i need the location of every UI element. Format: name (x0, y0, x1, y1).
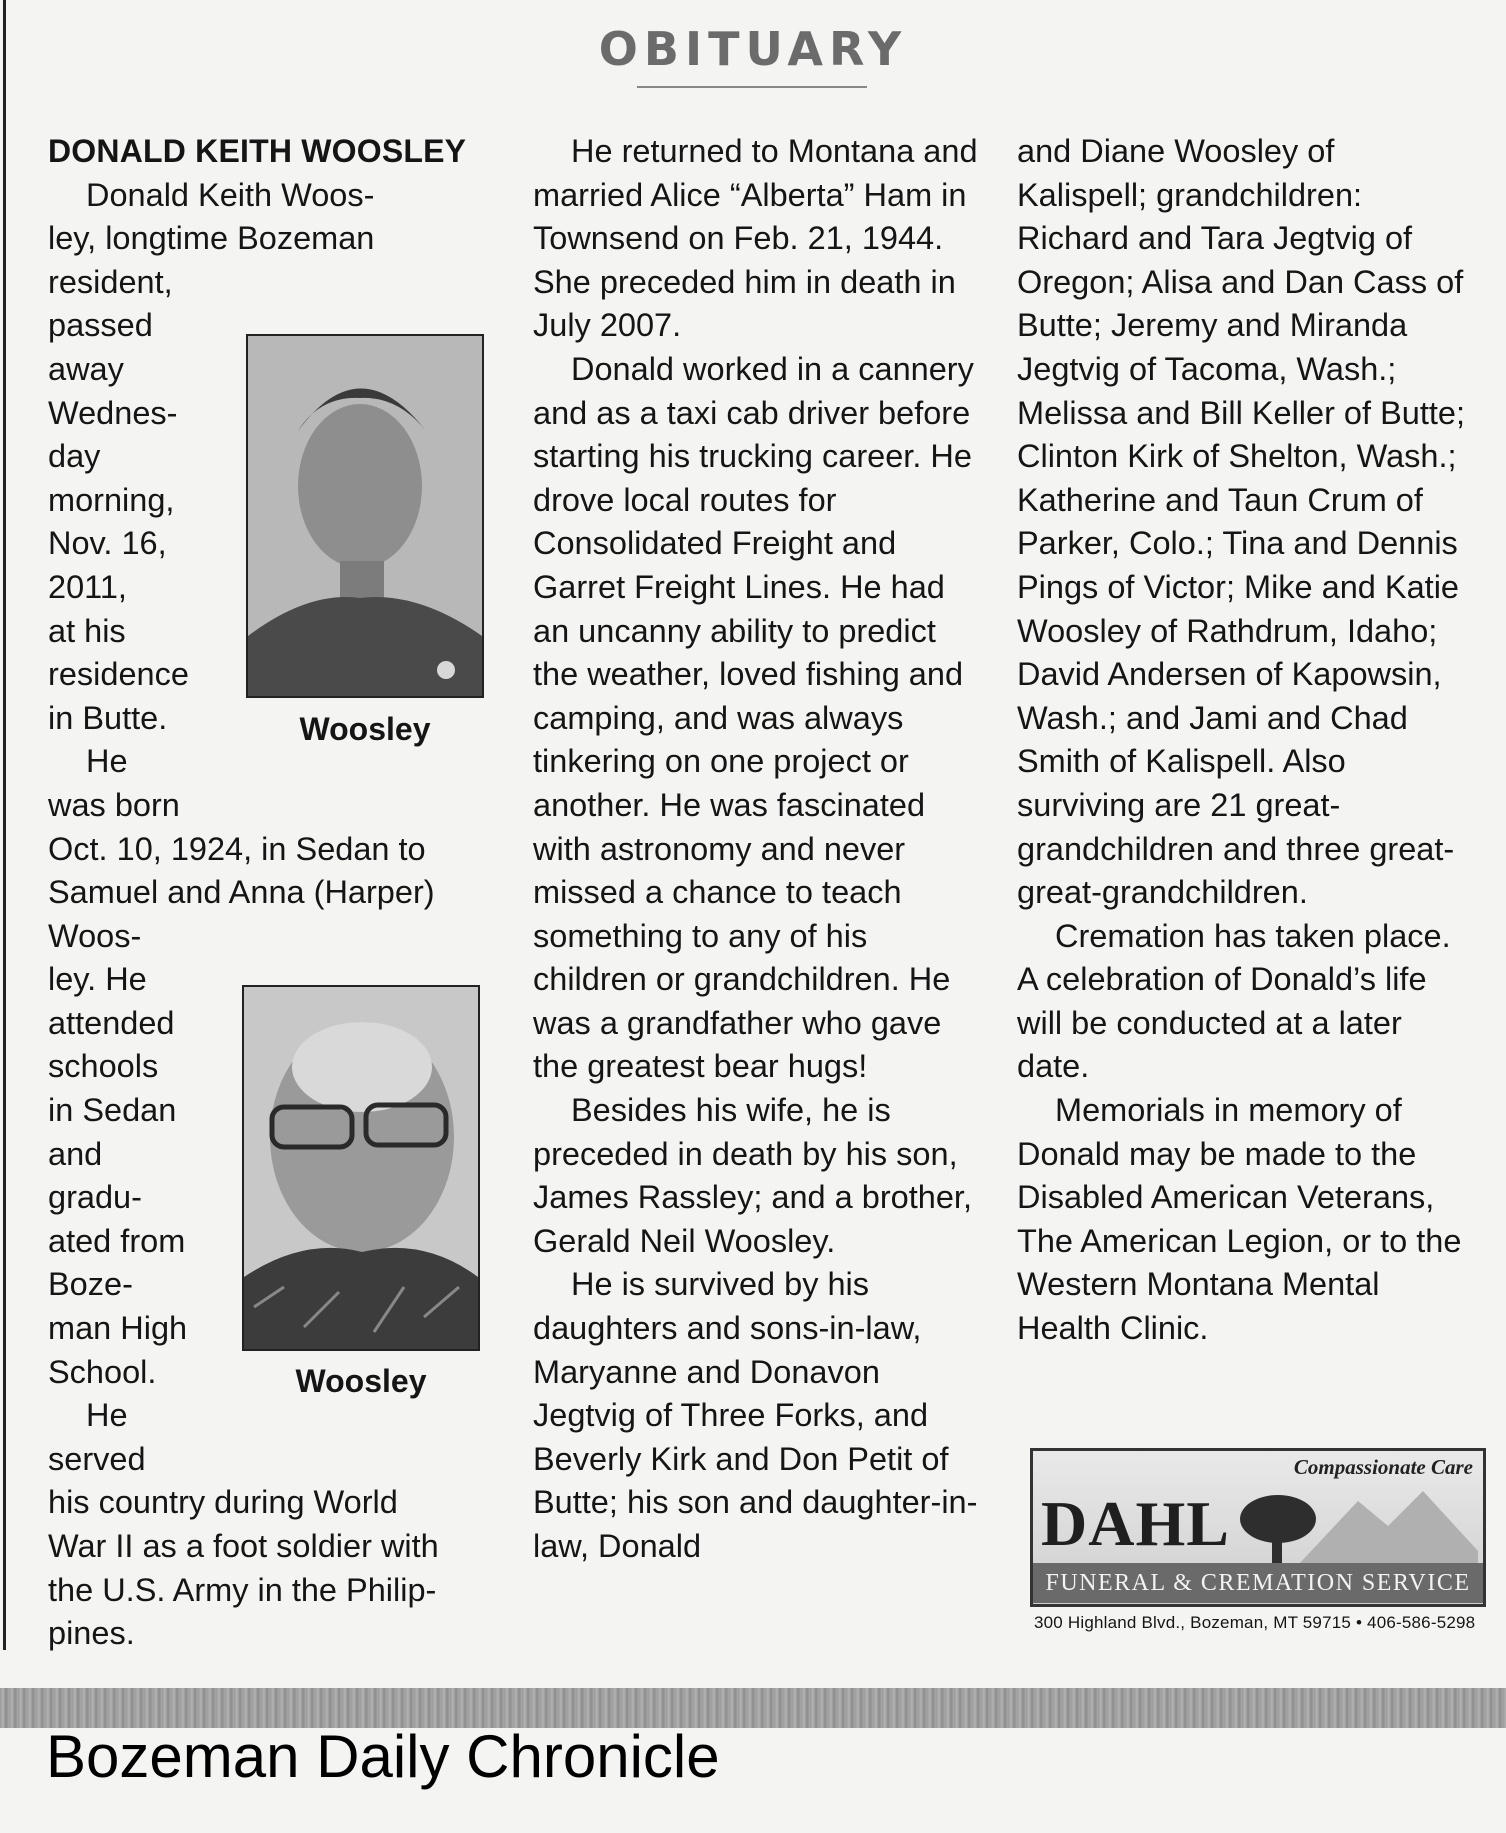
ad-box (1030, 1448, 1486, 1607)
col2-paragraph-4: He is survived by his daughters and sons-in-law, Maryanne and Donavon Jegtvig of Three Forks, and Beverly Kirk and Don Petit of Butte; his son and daughter-in-law, Donald (533, 1266, 978, 1564)
text-line: in Sedan (48, 1092, 177, 1129)
section-title-underline (637, 86, 867, 88)
text-line: Nov. 16, (48, 525, 167, 562)
text-line: and (48, 1135, 103, 1172)
tree-mountain-icon (1238, 1481, 1478, 1565)
col3-paragraph-1: and Diane Woosley of Kalispell; grandchildren: Richard and Tara Jegtvig of Oregon; Alisa and Dan Cass of Butte; Jeremy and Miranda Jegtvig of Tacoma, Wash.; Melissa and Bill Keller of Butte; Clinton Kirk of Shelton, Wash.; Katherine and Taun Crum of Parker, Colo.; Tina and Dennis Pings of Victor; Mike and Katie Woosley of Rathdrum, Idaho; David Andersen of Kapowsin, Wash.; and Jami and Chad Smith of Kalispell. Also surviving are 21 great-grandchildren and three great-great-grandchildren. (1017, 133, 1465, 911)
col2-paragraph-3: Besides his wife, he is preceded in death by his son, James Rassley; and a brother, Gerald Neil Woosley. (533, 1092, 972, 1259)
col1-paragraph-3 (48, 1394, 468, 1656)
left-border-rule (3, 0, 6, 1650)
text-line: Wednes- (48, 394, 178, 431)
ad-tagline: Compassionate Care (1293, 1455, 1473, 1479)
ad-service-band: FUNERAL & CREMATION SERVICE (1033, 1563, 1483, 1603)
text-line: He (86, 1397, 128, 1434)
text-line: War II as a foot soldier with (48, 1528, 439, 1564)
text-line: at his (48, 612, 126, 649)
text-line: resident, (48, 263, 173, 300)
portrait-photo-elder (242, 985, 480, 1351)
portrait-elder-image (244, 987, 478, 1349)
funeral-home-advertisement (1030, 1440, 1484, 1646)
text-line: away (48, 350, 124, 387)
portrait-young-image (248, 336, 482, 696)
text-line: Donald Keith Woos- (86, 176, 375, 213)
text-line: in Butte. (48, 699, 168, 736)
ad-address: 300 Highland Blvd., Bozeman, MT 59715 • 406-586-5298 (1034, 1613, 1476, 1632)
text-line: man High (48, 1310, 188, 1347)
col2-paragraph-1: He returned to Montana and married Alice “Alberta” Ham in Townsend on Feb. 21, 1944. She preceded him in death in July 2007. (533, 133, 978, 344)
text-line: day (48, 438, 101, 475)
text-line: Boze- (48, 1266, 133, 1303)
text-line: attended (48, 1004, 175, 1041)
text-line: ley, longtime Bozeman (48, 220, 375, 257)
text-line: ated from (48, 1222, 186, 1259)
text-line: Samuel and Anna (Harper) (48, 874, 435, 911)
obituary-headline: DONALD KEITH WOOSLEY (48, 133, 467, 169)
text-line: morning, (48, 481, 175, 518)
text-line: Woos- (48, 917, 142, 954)
text-line: residence (48, 656, 189, 693)
text-line: School. (48, 1353, 157, 1390)
text-line: his country during World (48, 1484, 398, 1521)
text-line: He (86, 743, 128, 780)
text-line: schools (48, 1048, 159, 1085)
text-line: passed (48, 307, 153, 344)
section-title: OBITUARY (598, 22, 908, 76)
ad-brand-name: DAHL (1041, 1488, 1230, 1559)
text-line: served (48, 1440, 146, 1477)
col3-paragraph-2: Cremation has taken place. A celebration of Donald’s life will be conducted at a later date. (1017, 917, 1451, 1085)
photo-caption-2: Woosley (295, 1363, 427, 1399)
col2-paragraph-2: Donald worked in a cannery and as a taxi cab driver before starting his trucking career. He drove local routes for Consolidated Freight and Garret Freight Lines. He had an uncanny ability to predict the weather, loved fishing and camping, and was always tinkering on one project or another. He was fascinated with astronomy and never missed a chance to teach something to any of his children or grandchildren. He was a grandfather who gave the greatest bear hugs! (533, 350, 974, 1085)
text-line: ley. He (48, 961, 147, 998)
portrait-photo-young (246, 334, 484, 698)
col3-paragraph-3: Memorials in memory of Donald may be made to the Disabled American Veterans, The American Legion, or to the Western Montana Mental Health Clinic. (1017, 1092, 1462, 1347)
photo-caption-1: Woosley (299, 711, 431, 747)
publication-name: Bozeman Daily Chronicle (46, 1723, 720, 1790)
text-line: gradu- (48, 1179, 142, 1216)
column-3 (1017, 130, 1472, 1351)
text-line: pines. (48, 1615, 135, 1652)
text-line: 2011, (48, 568, 127, 605)
text-line: the U.S. Army in the Philip- (48, 1571, 437, 1608)
text-line: was born (48, 786, 180, 823)
text-line: Oct. 10, 1924, in Sedan to (48, 830, 426, 867)
column-2 (533, 130, 983, 1569)
